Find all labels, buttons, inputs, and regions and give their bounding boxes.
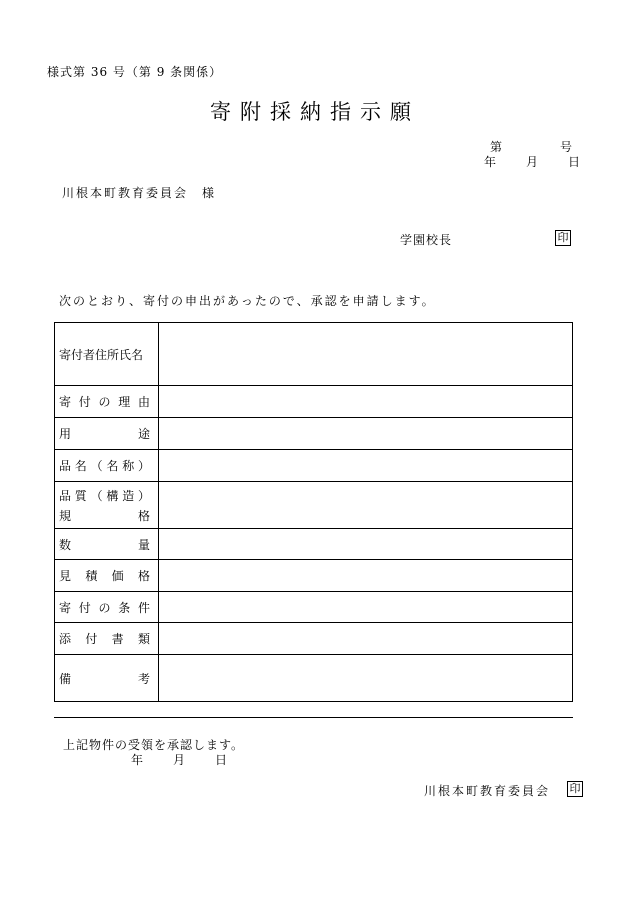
- receipt-year: 年: [131, 753, 144, 767]
- date-month: 月: [525, 155, 538, 169]
- receipt-month: 月: [172, 753, 185, 767]
- number-prefix: 第: [490, 140, 503, 154]
- document-title: 寄附採納指示願: [210, 100, 420, 124]
- row-label-item-name: 品 名 （ 名 称 ）: [55, 450, 159, 482]
- row-label-purpose: 用 途: [55, 418, 159, 450]
- row-label-reason: 寄 付 の 理 由: [55, 386, 159, 418]
- receipt-text: 上記物件の受領を承認します。: [63, 738, 245, 752]
- table-row: [55, 560, 573, 592]
- date-year: 年: [484, 155, 497, 169]
- table-row: [55, 386, 573, 418]
- form-number: 様式第 36 号（第 9 条関係）: [47, 65, 223, 79]
- table-row: [55, 529, 573, 560]
- addressee-name: 川根本町教育委員会: [62, 186, 189, 200]
- row-value-reason[interactable]: [159, 386, 573, 418]
- table-row: [55, 450, 573, 482]
- number-suffix: 号: [559, 140, 572, 154]
- applicant-title: 学園校長: [400, 233, 453, 247]
- applicant-seal: 印: [555, 230, 571, 246]
- document-date-line: [484, 153, 580, 170]
- request-text: 次のとおり、寄付の申出があったので、承認を申請します。: [59, 294, 436, 308]
- row-label-estimated-price: 見 積 価 格: [55, 560, 159, 592]
- table-row: [55, 482, 573, 529]
- row-label-quality-spec: 品 質 （ 構 造 ） 規 格: [55, 482, 159, 529]
- addressee-honorific: 様: [202, 186, 217, 200]
- divider-line: [54, 717, 573, 718]
- row-label-attachments: 添 付 書 類: [55, 623, 159, 655]
- date-day: 日: [567, 155, 580, 169]
- table-row: [55, 323, 573, 386]
- row-label-remarks: 備 考: [55, 655, 159, 702]
- row-value-purpose[interactable]: [159, 418, 573, 450]
- receipt-date-line: [131, 751, 227, 768]
- row-value-donor[interactable]: [159, 323, 573, 386]
- row-label-conditions: 寄 付 の 条 件: [55, 592, 159, 623]
- table-row: [55, 623, 573, 655]
- row-value-quality-spec[interactable]: [159, 482, 573, 529]
- row-value-remarks[interactable]: [159, 655, 573, 702]
- row-label-donor: 寄付者住所氏名: [55, 323, 159, 386]
- row-value-estimated-price[interactable]: [159, 560, 573, 592]
- row-value-attachments[interactable]: [159, 623, 573, 655]
- table-row: [55, 592, 573, 623]
- table-row: [55, 418, 573, 450]
- addressee: [62, 184, 216, 201]
- row-label-quantity: 数 量: [55, 529, 159, 560]
- row-value-conditions[interactable]: [159, 592, 573, 623]
- row-value-quantity[interactable]: [159, 529, 573, 560]
- row-value-item-name[interactable]: [159, 450, 573, 482]
- table-row: [55, 655, 573, 702]
- receipt-day: 日: [214, 753, 227, 767]
- board-seal: 印: [567, 781, 583, 797]
- donation-table: [54, 322, 573, 702]
- board-name: 川根本町教育委員会: [424, 784, 551, 798]
